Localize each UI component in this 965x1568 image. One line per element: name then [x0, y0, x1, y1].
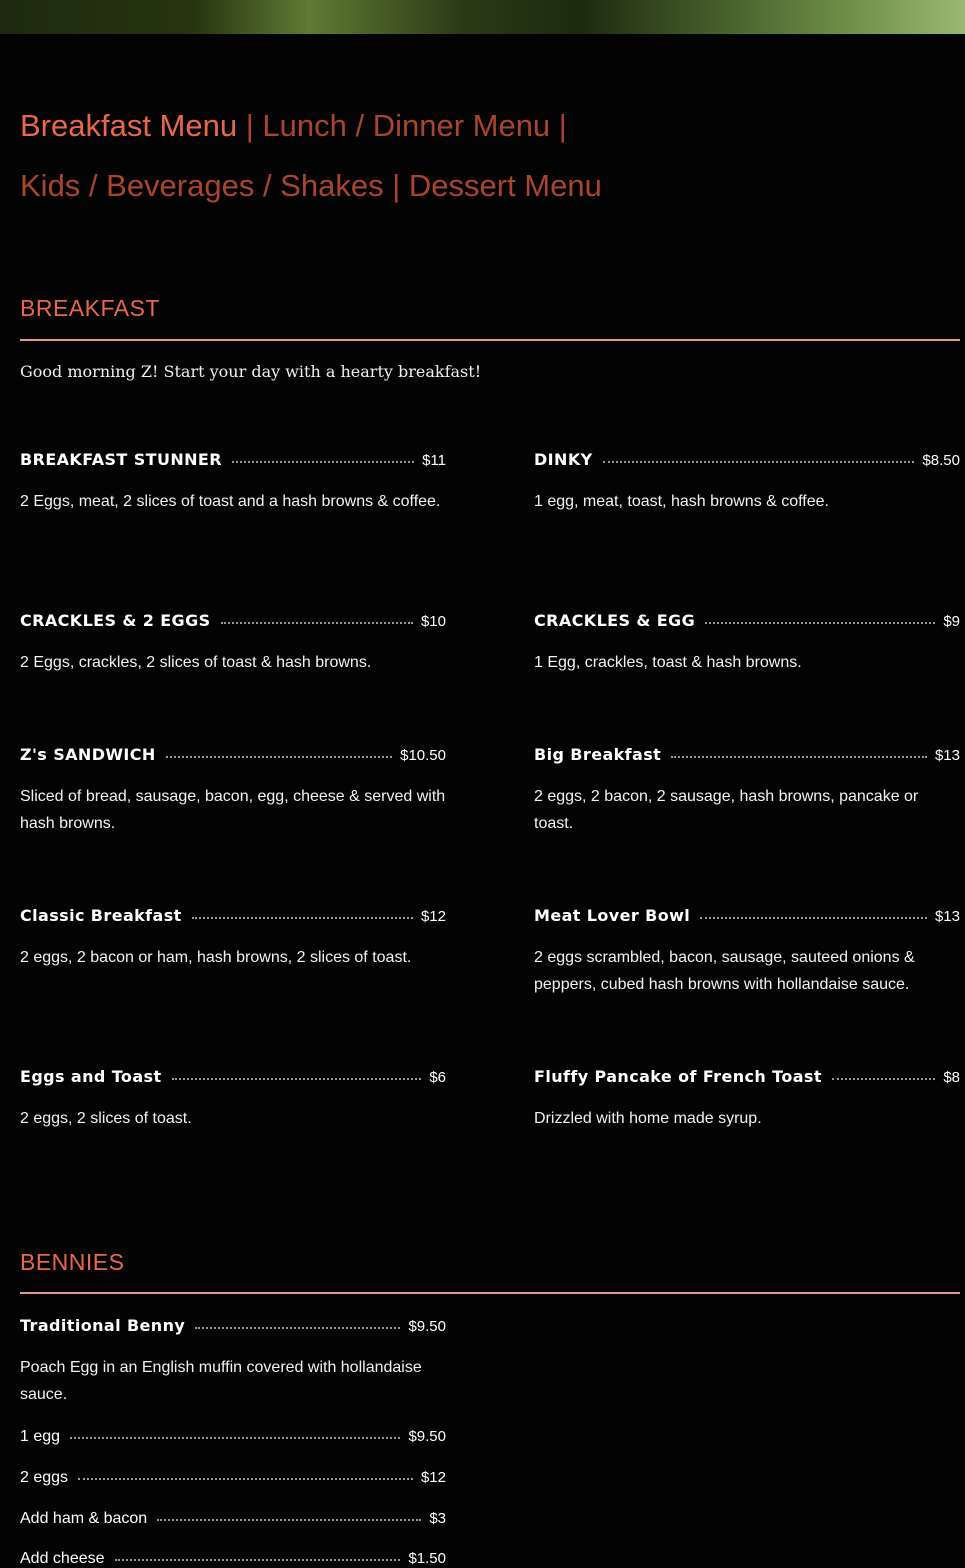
option-label: 2 eggs: [20, 1469, 69, 1486]
menu-item-price: $12: [420, 908, 446, 925]
menu-item-name: Traditional Benny: [20, 1316, 186, 1335]
menu-item-price: $13: [934, 908, 960, 925]
dot-leader: [700, 917, 927, 919]
menu-item: [534, 745, 960, 837]
menu-item-description: 1 egg, meat, toast, hash browns & coffee.: [534, 493, 829, 510]
menu-item: [20, 906, 446, 971]
option-label: Add ham & bacon: [20, 1510, 148, 1527]
menu-item-price: $11: [422, 452, 446, 469]
menu-item-name: Big Breakfast: [534, 745, 662, 764]
option-label: 1 egg: [20, 1428, 61, 1445]
menu-item-price: $8: [943, 1069, 960, 1086]
option-price: $9.50: [408, 1428, 446, 1445]
menu-item-price: $6: [429, 1069, 446, 1086]
dot-leader: [115, 1559, 401, 1561]
menu-item: [20, 450, 446, 515]
menu-item-name: Classic Breakfast: [20, 906, 182, 925]
menu-item: [534, 1067, 960, 1132]
menu-item-price: $9.50: [408, 1318, 446, 1335]
menu-item-description: 1 Egg, crackles, toast & hash browns.: [534, 654, 802, 671]
menu-option: [20, 1510, 446, 1528]
nav-link-lunch-dinner[interactable]: Lunch / Dinner Menu: [262, 108, 551, 143]
menu-item-price: $10.50: [400, 747, 446, 764]
menu-item: [534, 450, 960, 515]
menu-item-description: 2 eggs scrambled, bacon, sausage, sauteed onions & peppers, cubed hash browns with hollandaise sauce.: [534, 949, 915, 993]
menu-item-name: Fluffy Pancake of French Toast: [534, 1067, 822, 1086]
option-label: Add cheese: [20, 1550, 105, 1567]
menu-item: [20, 1067, 446, 1132]
menu-item: [20, 745, 446, 837]
menu-item-description: Poach Egg in an English muffin covered with hollandaise sauce.: [20, 1359, 422, 1403]
menu-item: [20, 1316, 446, 1408]
menu-item: [20, 611, 446, 676]
menu-item-price: $13: [934, 747, 960, 764]
menu-item-name: BREAKFAST STUNNER: [20, 450, 222, 469]
menu-navigation: [20, 96, 920, 216]
menu-item-price: $8.50: [922, 452, 960, 469]
dot-leader: [70, 1437, 400, 1439]
dot-leader: [192, 917, 413, 919]
nav-separator: |: [383, 168, 409, 203]
dot-leader: [671, 756, 927, 758]
menu-option: [20, 1469, 446, 1487]
menu-item-price: $10: [420, 613, 446, 630]
nav-link-breakfast[interactable]: Breakfast Menu: [20, 108, 238, 143]
section-title-bennies: BENNIES: [20, 1249, 125, 1275]
menu-option: [20, 1428, 446, 1446]
option-price: $12: [420, 1469, 446, 1486]
menu-item-name: Eggs and Toast: [20, 1067, 162, 1086]
nav-separator: |: [237, 108, 263, 143]
dot-leader: [603, 461, 915, 463]
dot-leader: [78, 1478, 413, 1480]
dot-leader: [172, 1078, 422, 1080]
dot-leader: [195, 1327, 400, 1329]
menu-item-description: 2 eggs, 2 bacon, 2 sausage, hash browns, pancake or toast.: [534, 788, 919, 832]
menu-item-name: DINKY: [534, 450, 593, 469]
nav-link-dessert[interactable]: Dessert Menu: [408, 168, 602, 203]
dot-leader: [166, 756, 392, 758]
menu-item-name: CRACKLES & EGG: [534, 611, 696, 630]
section-title-breakfast: BREAKFAST: [20, 295, 160, 321]
section-intro: Good morning Z! Start your day with a hearty breakfast!: [20, 362, 482, 381]
dot-leader: [221, 622, 413, 624]
header-banner-image: [0, 0, 965, 34]
menu-item: [534, 906, 960, 998]
menu-item-description: 2 eggs, 2 slices of toast.: [20, 1110, 192, 1127]
section-divider: [20, 1292, 960, 1294]
menu-item: [534, 611, 960, 676]
menu-item-description: Sliced of bread, sausage, bacon, egg, cheese & served with hash browns.: [20, 788, 446, 832]
menu-item-description: Drizzled with home made syrup.: [534, 1110, 762, 1127]
nav-separator: |: [550, 108, 567, 143]
menu-item-description: 2 Eggs, meat, 2 slices of toast and a hash browns & coffee.: [20, 493, 441, 510]
menu-item-price: $9: [943, 613, 960, 630]
menu-item-name: Meat Lover Bowl: [534, 906, 691, 925]
dot-leader: [832, 1078, 935, 1080]
section-divider: [20, 339, 960, 341]
dot-leader: [157, 1519, 421, 1521]
menu-item-name: Z's SANDWICH: [20, 745, 156, 764]
dot-leader: [705, 622, 935, 624]
menu-item-description: 2 eggs, 2 bacon or ham, hash browns, 2 slices of toast.: [20, 949, 412, 966]
menu-item-description: 2 Eggs, crackles, 2 slices of toast & hash browns.: [20, 654, 372, 671]
nav-link-kids-beverages-shakes[interactable]: Kids / Beverages / Shakes: [20, 168, 384, 203]
dot-leader: [232, 461, 414, 463]
option-price: $3: [429, 1510, 446, 1527]
option-price: $1.50: [408, 1550, 446, 1567]
menu-option: [20, 1550, 446, 1568]
menu-item-name: CRACKLES & 2 EGGS: [20, 611, 211, 630]
